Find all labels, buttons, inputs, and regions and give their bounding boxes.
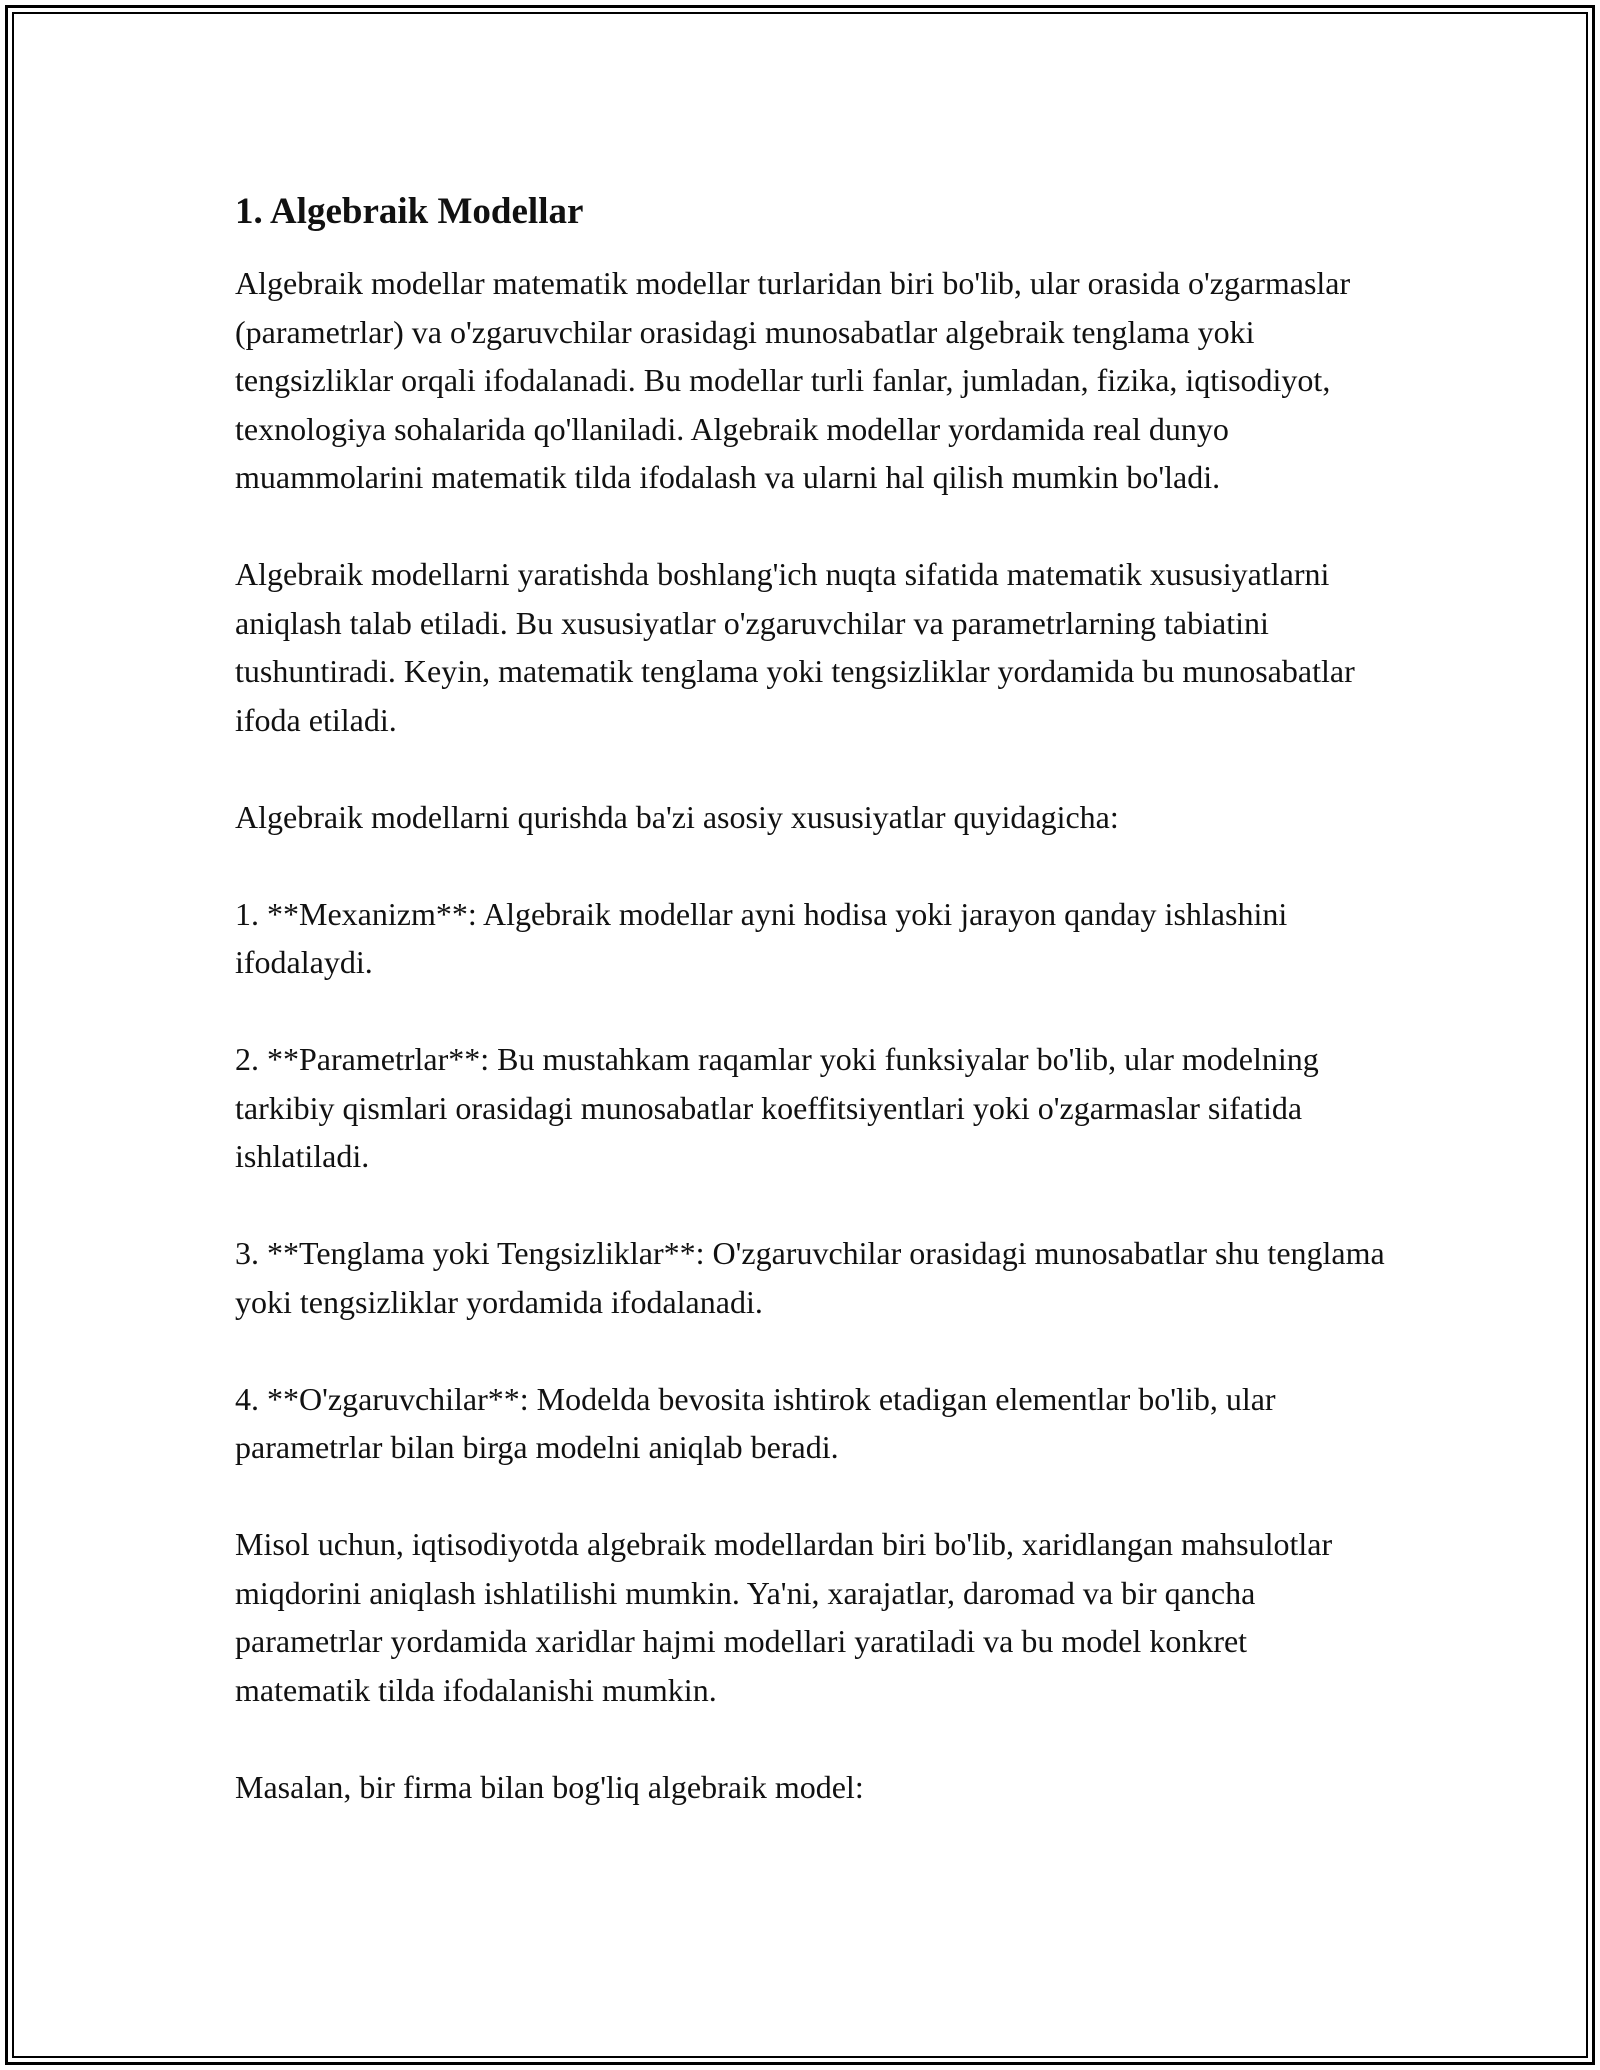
list-item-mechanism: 1. **Mexanizm**: Algebraik modellar ayni hodisa yoki jarayon qanday ishlashini ifodalaydi. [235,895,1288,980]
list-item-parameters: 2. **Parametrlar**: Bu mustahkam raqamlar yoki funksiyalar bo'lib, ular modelning tarkibiy qismlari orasidagi munosabatlar koeffitsiyentlari yoki o'zgarmaslar sifatida ishlatiladi. [235,1041,1319,1174]
paragraph-example: Misol uchun, iqtisodiyotda algebraik modellardan biri bo'lib, xaridlangan mahsulotlar miqdorini aniqlash ishlatilishi mumkin. Ya'ni, xarajatlar, daromad va bir qancha parametrlar yordamida xaridlar hajmi modellari yaratiladi va bu model konkret matematik tilda ifodalanishi mumkin. [235,1526,1333,1708]
paragraph-properties-lead: Algebraik modellarni qurishda ba'zi asosiy xususiyatlar quyidagicha: [235,798,1119,835]
list-item-variables: 4. **O'zgaruvchilar**: Modelda bevosita ishtirok etadigan elementlar bo'lib, ular parametrlar bilan birga modelni aniqlab beradi. [235,1380,1276,1465]
list-item-equations: 3. **Tenglama yoki Tengsizliklar**: O'zgaruvchilar orasidagi munosabatlar shu tenglama yoki tengsizliklar yordamida ifodalanadi. [235,1235,1385,1320]
document-body [235,188,1385,1860]
paragraph-intro: Algebraik modellar matematik modellar turlaridan biri bo'lib, ular orasida o'zgarmaslar (parametrlar) va o'zgaruvchilar orasidagi munosabatlar algebraik tenglama yoki tengsizliklar orqali ifodalanadi. Bu modellar turli fanlar, jumladan, fizika, iqtisodiyot, texnologiya sohalarida qo'llaniladi. Algebraik modellar yordamida real dunyo muammolarini matematik tilda ifodalash va ularni hal qilish mumkin bo'ladi. [235,265,1351,495]
paragraph-creation: Algebraik modellarni yaratishda boshlang'ich nuqta sifatida matematik xususiyatlarni aniqlash talab etiladi. Bu xususiyatlar o'zgaruvchilar va parametrlarning tabiatini tushuntiradi. Keyin, matematik tenglama yoki tengsizliklar yordamida bu munosabatlar ifoda etiladi. [235,556,1355,738]
section-heading: 1. Algebraik Modellar [235,191,584,232]
paragraph-firm-model: Masalan, bir firma bilan bog'liq algebraik model: [235,1768,864,1805]
